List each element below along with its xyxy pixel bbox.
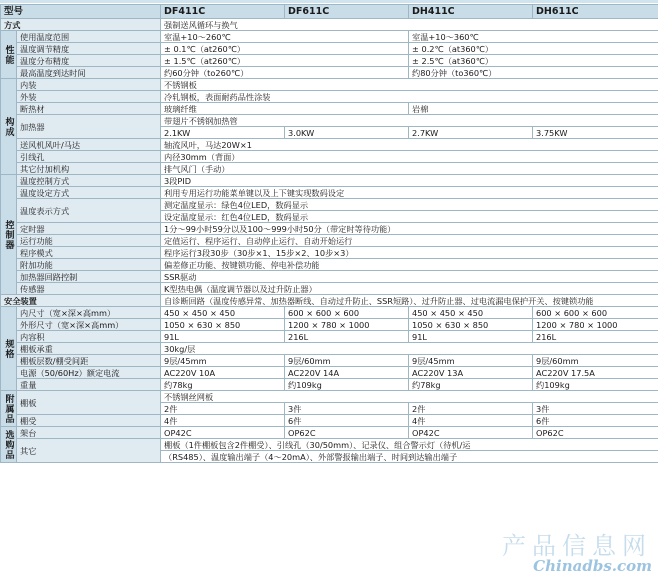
struct-label: 其它付加机构 [17, 163, 161, 175]
spec-value: 约109kg [533, 379, 658, 391]
perf-value-df: 室温+10～260℃ [161, 31, 409, 43]
acc-label: 棚板 [17, 391, 161, 415]
spec-value: 约78kg [409, 379, 533, 391]
struct-row [1, 91, 658, 103]
struct-label: 加热器 [17, 115, 161, 139]
safety-label: 安全装置 [1, 295, 161, 307]
ctrl-label: 温度表示方式 [17, 199, 161, 223]
spec-category: 规格 [1, 307, 17, 391]
safety-row [1, 295, 658, 307]
acc-value: 6件 [285, 415, 409, 427]
model-df611c: DF611C [285, 5, 409, 19]
struct-row [1, 103, 658, 115]
heater-power: 3.75KW [533, 127, 658, 139]
spec-row [1, 319, 658, 331]
watermark-cn: 产品信息网 [502, 532, 652, 560]
perf-row [1, 43, 658, 55]
opt-label: 架台 [17, 427, 161, 439]
ctrl-value: SSR驱动 [161, 271, 658, 283]
ctrl-value: 设定温度显示：红色4位LED，数码显示 [161, 211, 658, 223]
perf-value-df: 约60分钟（to260℃） [161, 67, 409, 79]
ctrl-value: 3段PID [161, 175, 658, 187]
spec-value: 450 × 450 × 450 [409, 307, 533, 319]
spec-label: 棚板承重 [17, 343, 161, 355]
ctrl-value: 测定温度显示：绿色4位LED，数码显示 [161, 199, 658, 211]
spec-value: 1200 × 780 × 1000 [285, 319, 409, 331]
spec-value: 9层/60mm [533, 355, 658, 367]
ctrl-value: 程序运行3段30步（30步×1、15步×2、10步×3） [161, 247, 658, 259]
ctrl-value: 利用专用运行功能菜单键以及上下键实现数码设定 [161, 187, 658, 199]
ctrl-label: 附加功能 [17, 259, 161, 271]
struct-row [1, 139, 658, 151]
spec-row [1, 331, 658, 343]
ctrl-value: 1分～99小时59分以及100～999小时50分（带定时等待功能） [161, 223, 658, 235]
spec-value: AC220V 10A [161, 367, 285, 379]
spec-value: AC220V 17.5A [533, 367, 658, 379]
spec-value: AC220V 13A [409, 367, 533, 379]
perf-value-dh: ± 0.2℃（at360℃） [409, 43, 658, 55]
spec-row [1, 307, 658, 319]
ctrl-row [1, 283, 658, 295]
heater-note: 带翅片不锈钢加热管 [161, 115, 658, 127]
spec-value: 91L [409, 331, 533, 343]
spec-value: 30kg/层 [161, 343, 658, 355]
struct-row [1, 79, 658, 91]
perf-label: 使用温度范围 [17, 31, 161, 43]
spec-label: 外形尺寸（宽×深×高mm） [17, 319, 161, 331]
spec-value: 1050 × 630 × 850 [409, 319, 533, 331]
perf-category: 性能 [1, 31, 17, 79]
acc-category: 附属品 [1, 391, 17, 427]
header-type: 型号 [1, 5, 161, 19]
acc-value: 3件 [285, 403, 409, 415]
spec-value: 1200 × 780 × 1000 [533, 319, 658, 331]
acc-value: 2件 [161, 403, 285, 415]
spec-value: 约109kg [285, 379, 409, 391]
opt-value: OP62C [533, 427, 658, 439]
perf-label: 温度调节精度 [17, 43, 161, 55]
opt-value: OP62C [285, 427, 409, 439]
ctrl-value: 定值运行、程序运行、自动停止运行、自动开始运行 [161, 235, 658, 247]
perf-row [1, 67, 658, 79]
safety-value: 自诊断回路（温度传感异常、加热器断线、自动过升防止、SSR短路）、过升防止器、过电流漏电保护开关、按键锁功能 [161, 295, 658, 307]
opt-row [1, 427, 658, 439]
struct-label: 内装 [17, 79, 161, 91]
struct-value-dh: 岩棉 [409, 103, 658, 115]
method-value: 强制送风循环与换气 [161, 19, 658, 31]
ctrl-label: 定时器 [17, 223, 161, 235]
spec-value: 9层/45mm [161, 355, 285, 367]
opt-value: OP42C [161, 427, 285, 439]
spec-value: 91L [161, 331, 285, 343]
struct-category: 构成 [1, 79, 17, 175]
struct-value-df: 玻璃纤维 [161, 103, 409, 115]
perf-value-df: ± 0.1℃（at260℃） [161, 43, 409, 55]
ctrl-row [1, 223, 658, 235]
spec-table [0, 4, 658, 463]
spec-row [1, 379, 658, 391]
model-df411c: DF411C [161, 5, 285, 19]
spec-value: 9层/45mm [409, 355, 533, 367]
ctrl-category: 控制器 [1, 175, 17, 295]
ctrl-row [1, 175, 658, 187]
acc-value: 6件 [533, 415, 658, 427]
ctrl-label: 传感器 [17, 283, 161, 295]
struct-label: 引线孔 [17, 151, 161, 163]
perf-value-dh: 室温+10～360℃ [409, 31, 658, 43]
ctrl-label: 温度设定方式 [17, 187, 161, 199]
opt-row [1, 439, 658, 451]
ctrl-value: K型热电偶（温度调节器以及过升防止器） [161, 283, 658, 295]
perf-row [1, 55, 658, 67]
ctrl-row [1, 271, 658, 283]
acc-note: 不锈钢丝网板 [161, 391, 658, 403]
spec-value: 约78kg [161, 379, 285, 391]
ctrl-row [1, 235, 658, 247]
acc-value: 3件 [533, 403, 658, 415]
ctrl-label: 加热器回路控制 [17, 271, 161, 283]
spec-value: 600 × 600 × 600 [285, 307, 409, 319]
top-strip [0, 0, 658, 3]
perf-row [1, 31, 658, 43]
spec-row [1, 355, 658, 367]
opt-label: 其它 [17, 439, 161, 463]
spec-value: 1050 × 630 × 850 [161, 319, 285, 331]
struct-value: 不锈钢板 [161, 79, 658, 91]
perf-label: 最高温度到达时间 [17, 67, 161, 79]
acc-value: 4件 [161, 415, 285, 427]
ctrl-value: 偏差修正功能、按键锁功能、停电补偿功能 [161, 259, 658, 271]
heater-power: 2.7KW [409, 127, 533, 139]
opt-value: 棚板（1件棚板包含2件棚受）、引线孔（30/50mm）、记录仪、组合警示灯（待机/运 [161, 439, 658, 451]
perf-value-dh: ± 2.5℃（at360℃） [409, 55, 658, 67]
spec-label: 内尺寸（宽×深×高mm） [17, 307, 161, 319]
acc-label: 棚受 [17, 415, 161, 427]
spec-label: 重量 [17, 379, 161, 391]
ctrl-row [1, 259, 658, 271]
acc-row [1, 391, 658, 403]
ctrl-row [1, 247, 658, 259]
heater-power: 3.0KW [285, 127, 409, 139]
ctrl-row [1, 187, 658, 199]
heater-power: 2.1KW [161, 127, 285, 139]
spec-label: 棚板层数/棚受间距 [17, 355, 161, 367]
struct-row [1, 163, 658, 175]
ctrl-label: 运行功能 [17, 235, 161, 247]
ctrl-row [1, 199, 658, 211]
opt-category: 选购品 [1, 427, 17, 463]
spec-row [1, 343, 658, 355]
spec-row [1, 367, 658, 379]
perf-value-dh: 约80分钟（to360℃） [409, 67, 658, 79]
method-label: 方式 [1, 19, 161, 31]
acc-value: 2件 [409, 403, 533, 415]
watermark-en: Chinadbs.com [533, 557, 652, 575]
spec-value: 9层/60mm [285, 355, 409, 367]
spec-value: AC220V 14A [285, 367, 409, 379]
model-dh611c: DH611C [533, 5, 658, 19]
struct-value: 排气风门（手动） [161, 163, 658, 175]
struct-label: 外装 [17, 91, 161, 103]
method-row [1, 19, 658, 31]
opt-value: OP42C [409, 427, 533, 439]
spec-label: 电源（50/60Hz）额定电流 [17, 367, 161, 379]
spec-value: 216L [285, 331, 409, 343]
struct-label: 送风机风叶/马达 [17, 139, 161, 151]
spec-value: 450 × 450 × 450 [161, 307, 285, 319]
spec-label: 内容积 [17, 331, 161, 343]
perf-value-df: ± 1.5℃（at260℃） [161, 55, 409, 67]
model-dh411c: DH411C [409, 5, 533, 19]
ctrl-label: 程序模式 [17, 247, 161, 259]
spec-value: 216L [533, 331, 658, 343]
struct-value: 轴流风叶，马达20W×1 [161, 139, 658, 151]
spec-value: 600 × 600 × 600 [533, 307, 658, 319]
perf-label: 温度分布精度 [17, 55, 161, 67]
struct-value: 内径30mm（背面） [161, 151, 658, 163]
struct-label: 断热材 [17, 103, 161, 115]
acc-row [1, 415, 658, 427]
ctrl-label: 温度控制方式 [17, 175, 161, 187]
watermark [502, 526, 652, 575]
opt-value: （RS485）、温度输出端子（4～20mA）、外部警报输出端子、时间到达输出端子 [161, 451, 658, 463]
acc-value: 4件 [409, 415, 533, 427]
header-row [1, 5, 658, 19]
struct-row [1, 115, 658, 127]
struct-value: 冷轧钢板，表面耐药品性涂装 [161, 91, 658, 103]
struct-row [1, 151, 658, 163]
